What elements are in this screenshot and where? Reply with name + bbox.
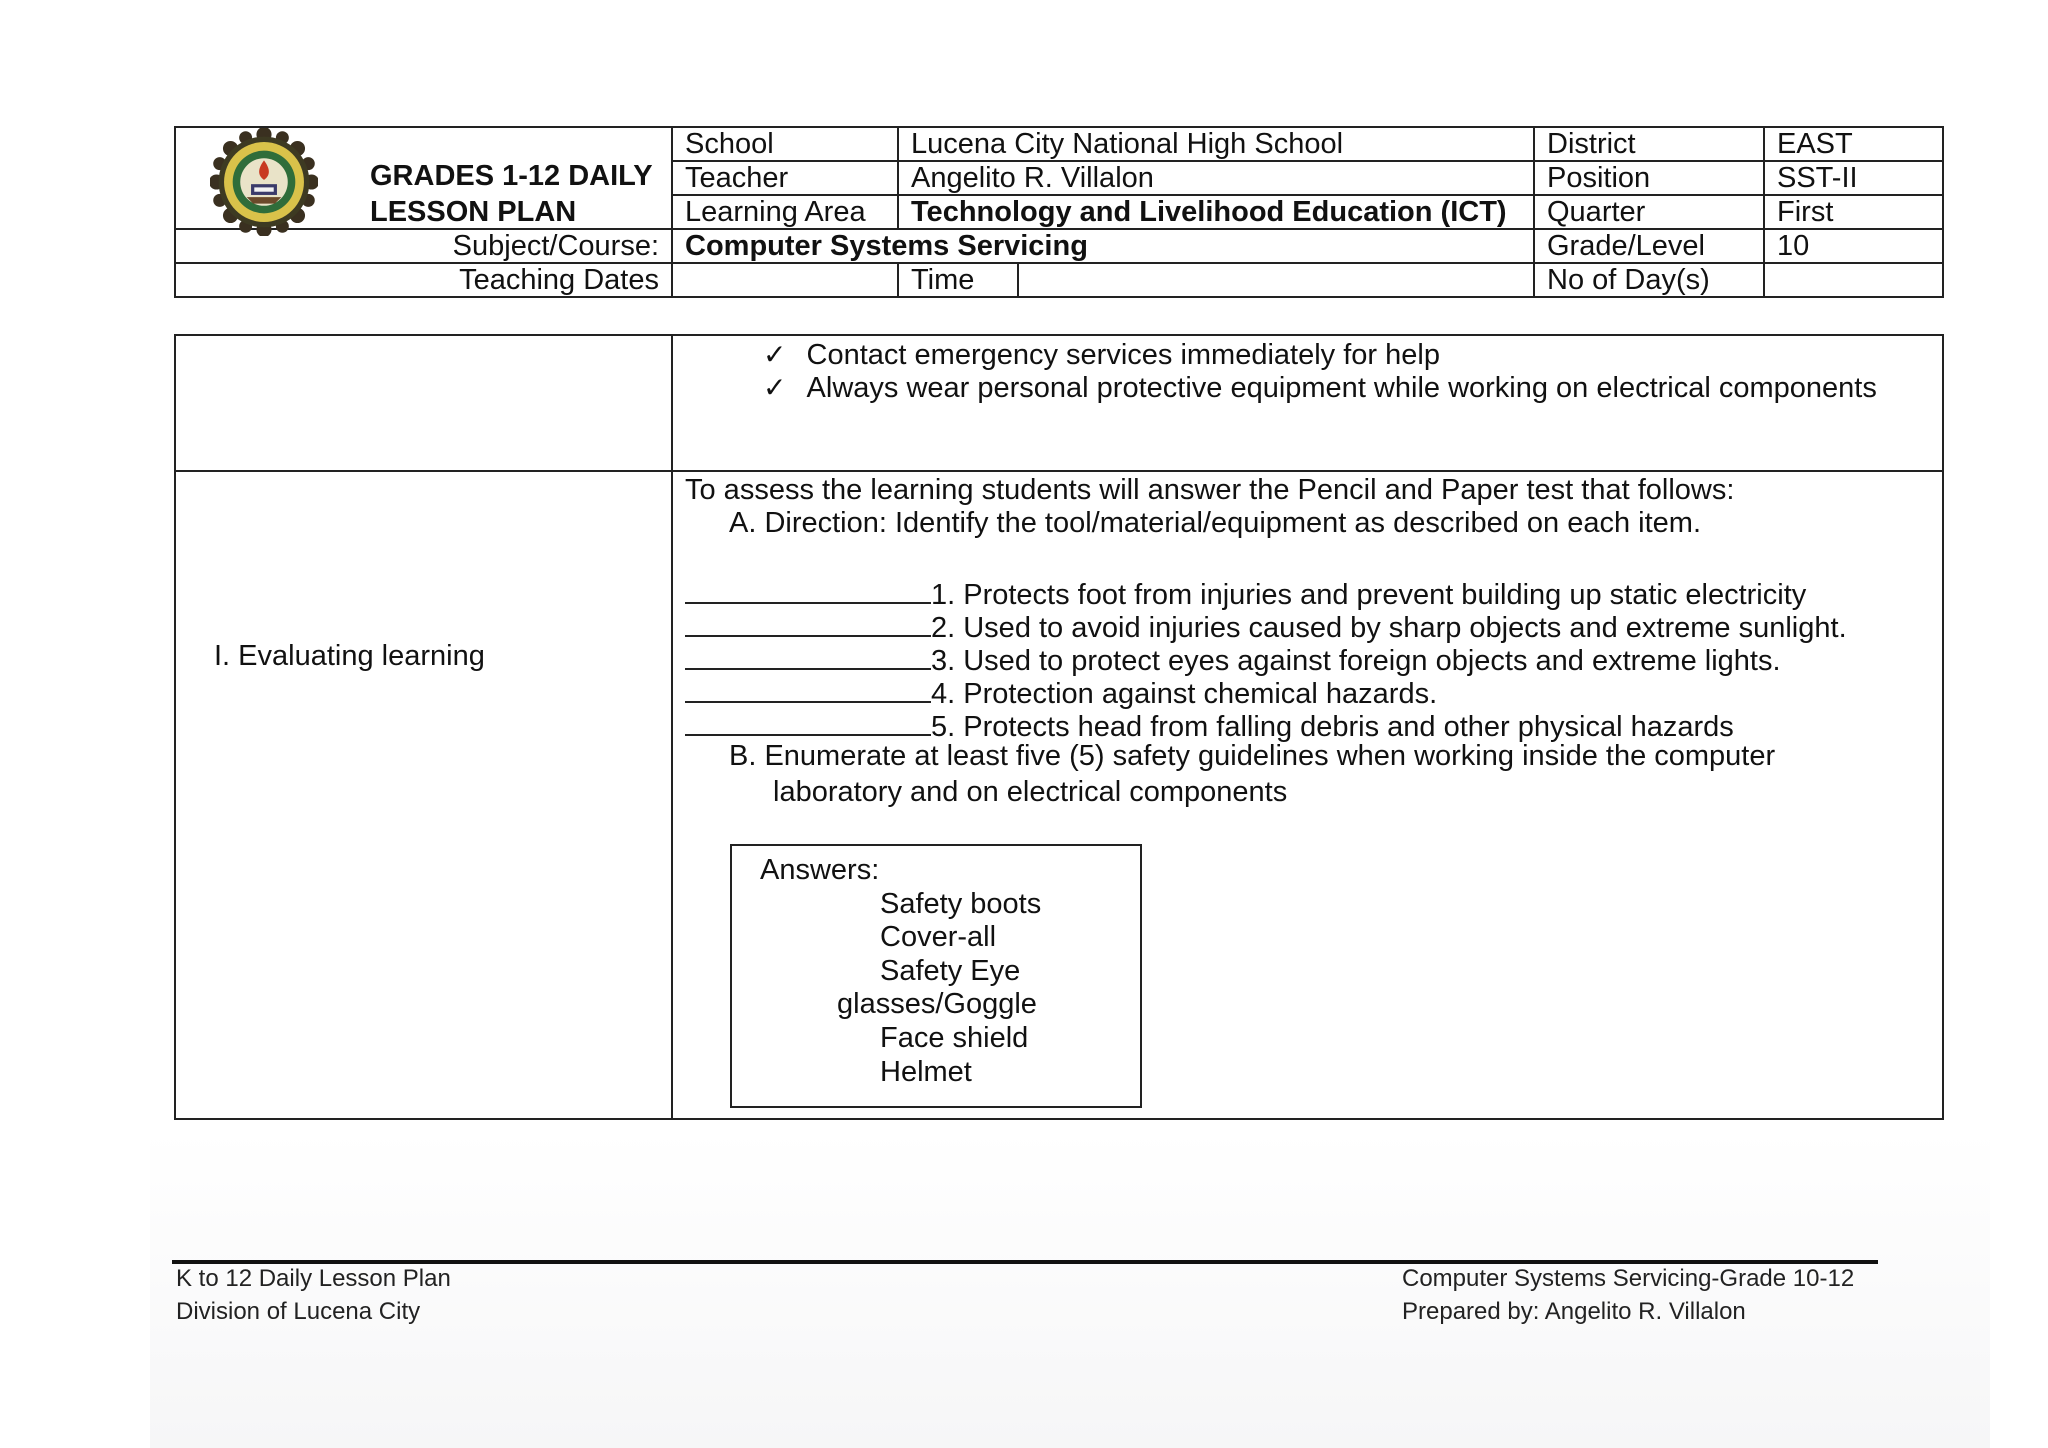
checkmark-icon: ✓	[763, 339, 787, 370]
footer-left-line-1: K to 12 Daily Lesson Plan	[176, 1265, 451, 1292]
test-item: 5. Protects head from falling debris and other physical hazards	[685, 706, 1734, 744]
school-value: Lucena City National High School	[898, 127, 1534, 161]
plan-title	[370, 158, 653, 230]
test-item: 2. Used to avoid injuries caused by sharp objects and extreme sunlight.	[685, 607, 1847, 645]
quarter-value: First	[1764, 195, 1943, 229]
school-seal-icon	[210, 128, 318, 236]
header-logo-cell	[175, 127, 672, 229]
teaching-dates-value	[672, 263, 898, 297]
evaluation-intro: To assess the learning students will answer the Pencil and Paper test that follows:	[685, 474, 1735, 506]
bullet-item: ✓ Contact emergency services immediately for help	[763, 339, 1440, 371]
subject-label: Subject/Course:	[175, 229, 672, 263]
answer-item: glasses/Goggle	[837, 988, 1037, 1020]
district-label: District	[1534, 127, 1764, 161]
answer-blank[interactable]	[685, 673, 931, 703]
lesson-plan-header	[174, 126, 1944, 298]
footer-right-line-2: Prepared by: Angelito R. Villalon	[1402, 1298, 1746, 1325]
evaluating-content-cell	[672, 471, 1943, 1119]
days-value	[1764, 263, 1943, 297]
lesson-body-table	[174, 334, 1944, 1120]
evaluating-label-cell	[175, 471, 672, 1119]
footer-left-line-2: Division of Lucena City	[176, 1298, 421, 1325]
district-value: EAST	[1764, 127, 1943, 161]
answer-item: Cover-all	[880, 921, 997, 953]
test-item: 1. Protects foot from injuries and prevent building up static electricity	[685, 574, 1806, 612]
answer-item: Safety Eye	[880, 955, 1021, 987]
footer-right-line-1: Computer Systems Servicing-Grade 10-12	[1402, 1265, 1855, 1292]
teacher-label: Teacher	[672, 161, 898, 195]
direction-a: A. Direction: Identify the tool/material/equipment as described on each item.	[729, 507, 1702, 539]
grade-label: Grade/Level	[1534, 229, 1764, 263]
learning-area-value: Technology and Livelihood Education (ICT)	[898, 195, 1534, 229]
answer-item: Safety boots	[880, 888, 1042, 920]
teacher-value: Angelito R. Villalon	[898, 161, 1534, 195]
time-label: Time	[898, 263, 1018, 297]
section-label: I. Evaluating learning	[214, 640, 485, 672]
school-label: School	[672, 127, 898, 161]
position-value: SST-II	[1764, 161, 1943, 195]
position-label: Position	[1534, 161, 1764, 195]
answers-label: Answers:	[760, 854, 880, 886]
plan-title-line-1: GRADES 1-12 DAILY	[370, 160, 653, 192]
answer-item: Helmet	[880, 1056, 972, 1088]
answer-item: Face shield	[880, 1022, 1029, 1054]
time-value	[1018, 263, 1534, 297]
continued-bullets-cell	[672, 335, 1943, 471]
checkmark-icon: ✓	[763, 372, 787, 403]
answer-blank[interactable]	[685, 574, 931, 604]
answers-box	[730, 844, 1142, 1108]
quarter-label: Quarter	[1534, 195, 1764, 229]
test-item: 3. Used to protect eyes against foreign objects and extreme lights.	[685, 640, 1781, 678]
answer-blank[interactable]	[685, 607, 931, 637]
continued-left-cell	[175, 335, 672, 471]
direction-b-continued: laboratory and on electrical components	[773, 776, 1288, 808]
answer-blank[interactable]	[685, 706, 931, 736]
answer-blank[interactable]	[685, 640, 931, 670]
grade-value: 10	[1764, 229, 1943, 263]
bullet-item: ✓ Always wear personal protective equipment while working on electrical components	[763, 372, 1877, 404]
plan-title-line-2: LESSON PLAN	[370, 196, 577, 228]
test-item: 4. Protection against chemical hazards.	[685, 673, 1437, 711]
direction-b: B. Enumerate at least five (5) safety guidelines when working inside the computer	[729, 740, 1776, 772]
days-label: No of Day(s)	[1534, 263, 1764, 297]
subject-value: Computer Systems Servicing	[672, 229, 1534, 263]
teaching-dates-label: Teaching Dates	[175, 263, 672, 297]
learning-area-label: Learning Area	[672, 195, 898, 229]
